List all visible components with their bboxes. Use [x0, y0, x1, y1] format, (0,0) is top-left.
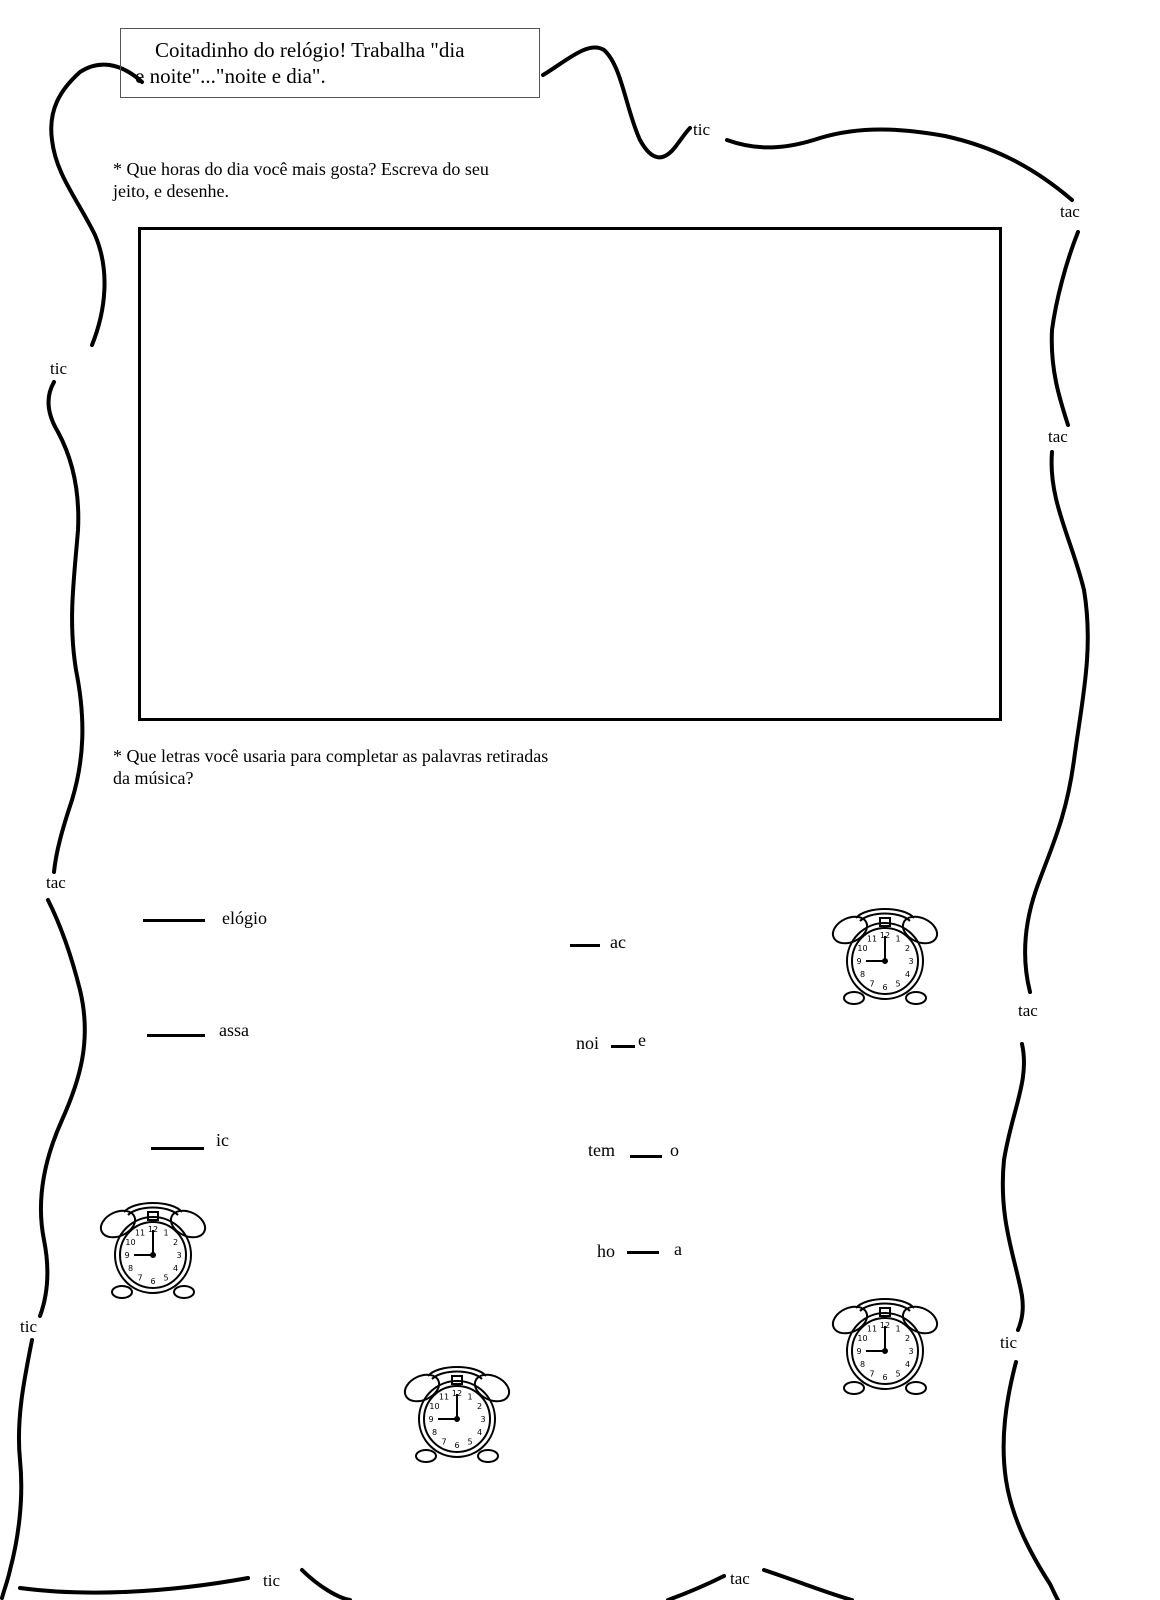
word-assa: assa — [219, 1020, 249, 1040]
clock-number: 8 — [859, 1360, 866, 1369]
alarm-clock-icon — [398, 1362, 516, 1466]
clock-number: 9 — [856, 957, 862, 966]
question-1-line-1: * Que horas do dia você mais gosta? Escreva do seu — [113, 159, 489, 179]
clock-number: 3 — [176, 1251, 182, 1260]
clock-number: 4 — [172, 1264, 179, 1273]
drawing-area[interactable] — [138, 227, 1002, 721]
clock-number: 4 — [904, 970, 911, 979]
clock-number: 10 — [857, 1334, 868, 1343]
word-o: o — [670, 1140, 679, 1160]
clock-number: 6 — [882, 983, 888, 992]
clock-number: 1 — [895, 934, 901, 944]
clock-number: 3 — [480, 1415, 486, 1424]
clock-number: 3 — [908, 1347, 914, 1356]
clock-number: 3 — [908, 957, 914, 966]
clock-number: 11 — [866, 1324, 878, 1334]
clock-number: 5 — [895, 1369, 901, 1379]
border-word-tac: tac — [730, 1569, 750, 1588]
word-ac: ac — [610, 932, 626, 952]
clock-number: 7 — [869, 979, 875, 989]
clock-number: 7 — [137, 1273, 143, 1283]
clock-number: 6 — [454, 1441, 460, 1450]
clock-number: 9 — [856, 1347, 862, 1356]
clock-number: 2 — [904, 1334, 911, 1343]
blank-line[interactable] — [151, 1147, 204, 1150]
clock-number: 6 — [882, 1373, 888, 1382]
word-tem: tem — [588, 1140, 615, 1160]
blank-line[interactable] — [630, 1155, 662, 1158]
blank-line[interactable] — [147, 1034, 205, 1037]
clock-number: 1 — [163, 1228, 169, 1238]
clock-number: 9 — [428, 1415, 434, 1424]
clock-number: 7 — [441, 1437, 447, 1447]
border-word-tac: tac — [1018, 1001, 1038, 1020]
clock-number: 2 — [172, 1238, 179, 1247]
clock-number: 4 — [476, 1428, 483, 1437]
clock-number: 2 — [476, 1402, 483, 1411]
border-word-tac: tac — [1048, 427, 1068, 446]
clock-number: 12 — [451, 1389, 463, 1398]
clock-number: 1 — [467, 1392, 473, 1402]
alarm-clock-icon — [94, 1198, 212, 1302]
word-ic: ic — [216, 1130, 229, 1150]
clock-number: 10 — [429, 1402, 440, 1411]
question-2 — [113, 745, 548, 789]
clock-number: 5 — [467, 1437, 473, 1447]
border-word-tic: tic — [20, 1317, 37, 1336]
title-box — [120, 28, 540, 98]
blank-line[interactable] — [143, 919, 205, 922]
question-1-line-2: jeito, e desenhe. — [113, 181, 229, 201]
alarm-clock-icon — [826, 904, 944, 1008]
border-word-tic: tic — [1000, 1333, 1017, 1352]
border-word-tic: tic — [693, 120, 710, 139]
clock-number: 12 — [879, 1321, 891, 1330]
clock-number: 7 — [869, 1369, 875, 1379]
clock-number: 12 — [879, 931, 891, 940]
clock-number: 1 — [895, 1324, 901, 1334]
clock-number: 8 — [127, 1264, 134, 1273]
clock-number: 4 — [904, 1360, 911, 1369]
clock-number: 8 — [431, 1428, 438, 1437]
blank-line[interactable] — [611, 1045, 635, 1048]
clock-number: 11 — [438, 1392, 450, 1402]
word-ho: ho — [597, 1241, 615, 1261]
border-word-tic: tic — [50, 359, 67, 378]
blank-line[interactable] — [570, 944, 600, 947]
clock-number: 2 — [904, 944, 911, 953]
clock-number: 11 — [134, 1228, 146, 1238]
question-1 — [113, 158, 489, 202]
border-word-tac: tac — [46, 873, 66, 892]
word-noi: noi — [576, 1033, 600, 1053]
word-e: e — [638, 1030, 646, 1050]
word-a: a — [674, 1239, 682, 1259]
border-word-tac: tac — [1060, 202, 1080, 221]
clock-number: 5 — [163, 1273, 169, 1283]
alarm-clock-icon — [826, 1294, 944, 1398]
question-2-line-2: da música? — [113, 768, 194, 788]
clock-number: 9 — [124, 1251, 130, 1260]
question-2-line-1: * Que letras você usaria para completar as palavras retiradas — [113, 746, 549, 766]
title-line-1: Coitadinho do relógio! Trabalha "dia — [155, 38, 465, 62]
clock-number: 6 — [150, 1277, 156, 1286]
clock-number: 12 — [147, 1225, 159, 1234]
clock-number: 8 — [859, 970, 866, 979]
blank-line[interactable] — [627, 1251, 659, 1254]
word-elogio: elógio — [222, 908, 267, 928]
title-line-2: e noite"..."noite e dia". — [135, 64, 326, 88]
clock-number: 10 — [857, 944, 868, 953]
clock-number: 5 — [895, 979, 901, 989]
border-word-tic: tic — [263, 1571, 280, 1590]
clock-number: 10 — [125, 1238, 136, 1247]
clock-number: 11 — [866, 934, 878, 944]
